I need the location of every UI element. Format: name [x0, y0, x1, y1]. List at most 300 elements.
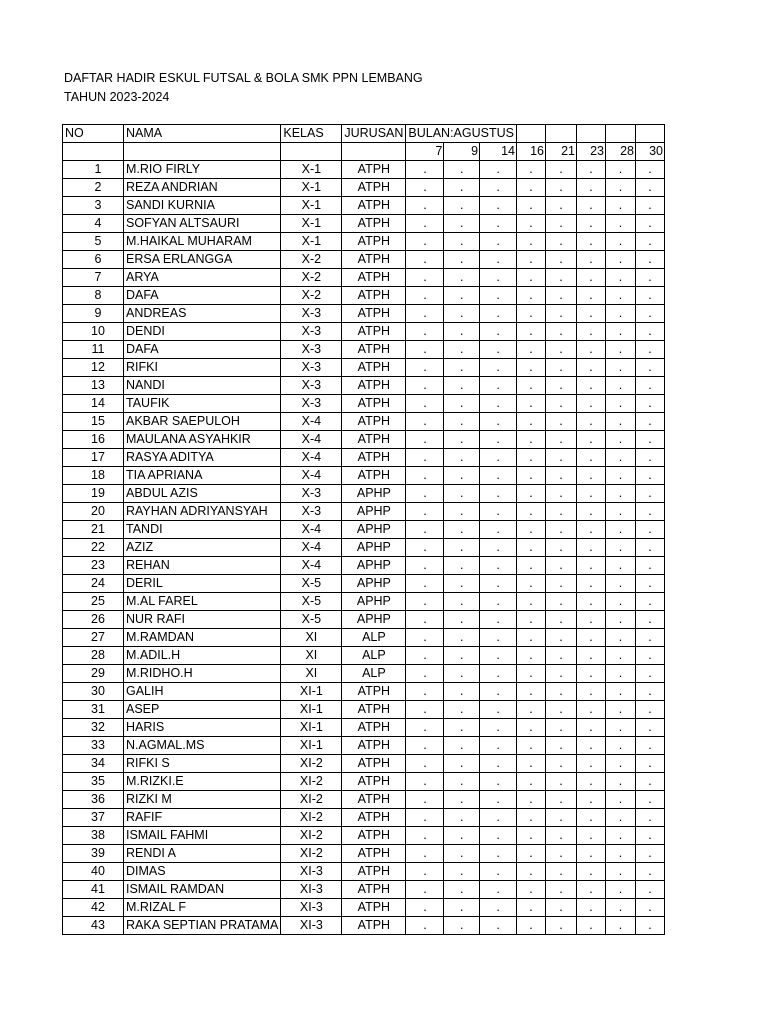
attendance-mark-cell[interactable]: . [406, 755, 444, 773]
attendance-mark-cell[interactable]: . [480, 485, 517, 503]
attendance-mark-cell[interactable]: . [606, 683, 636, 701]
attendance-mark-cell[interactable]: . [480, 899, 517, 917]
attendance-mark-cell[interactable]: . [606, 557, 636, 575]
attendance-mark-cell[interactable]: . [480, 809, 517, 827]
attendance-mark-cell[interactable]: . [606, 377, 636, 395]
attendance-mark-cell[interactable]: . [546, 521, 577, 539]
attendance-mark-cell[interactable]: . [546, 557, 577, 575]
attendance-mark-cell[interactable]: . [444, 305, 480, 323]
attendance-mark-cell[interactable]: . [444, 197, 480, 215]
attendance-mark-cell[interactable]: . [406, 683, 444, 701]
attendance-mark-cell[interactable]: . [606, 323, 636, 341]
attendance-mark-cell[interactable]: . [517, 611, 546, 629]
attendance-mark-cell[interactable]: . [480, 413, 517, 431]
attendance-mark-cell[interactable]: . [444, 827, 480, 845]
attendance-mark-cell[interactable]: . [636, 179, 665, 197]
attendance-mark-cell[interactable]: . [546, 323, 577, 341]
attendance-mark-cell[interactable]: . [517, 557, 546, 575]
attendance-mark-cell[interactable]: . [480, 269, 517, 287]
attendance-mark-cell[interactable]: . [546, 737, 577, 755]
attendance-mark-cell[interactable]: . [636, 359, 665, 377]
attendance-mark-cell[interactable]: . [480, 791, 517, 809]
attendance-mark-cell[interactable]: . [444, 863, 480, 881]
attendance-mark-cell[interactable]: . [606, 269, 636, 287]
attendance-mark-cell[interactable]: . [636, 845, 665, 863]
attendance-mark-cell[interactable]: . [517, 179, 546, 197]
attendance-mark-cell[interactable]: . [636, 215, 665, 233]
attendance-mark-cell[interactable]: . [444, 737, 480, 755]
attendance-mark-cell[interactable]: . [480, 323, 517, 341]
attendance-mark-cell[interactable]: . [577, 845, 606, 863]
attendance-mark-cell[interactable]: . [546, 503, 577, 521]
attendance-mark-cell[interactable]: . [406, 701, 444, 719]
attendance-mark-cell[interactable]: . [480, 449, 517, 467]
attendance-mark-cell[interactable]: . [636, 197, 665, 215]
attendance-mark-cell[interactable]: . [517, 467, 546, 485]
attendance-mark-cell[interactable]: . [636, 593, 665, 611]
attendance-mark-cell[interactable]: . [480, 179, 517, 197]
attendance-mark-cell[interactable]: . [480, 503, 517, 521]
attendance-mark-cell[interactable]: . [577, 575, 606, 593]
attendance-mark-cell[interactable]: . [480, 917, 517, 935]
attendance-mark-cell[interactable]: . [406, 395, 444, 413]
attendance-mark-cell[interactable]: . [406, 575, 444, 593]
attendance-mark-cell[interactable]: . [406, 485, 444, 503]
attendance-mark-cell[interactable]: . [577, 161, 606, 179]
attendance-mark-cell[interactable]: . [517, 521, 546, 539]
attendance-mark-cell[interactable]: . [606, 629, 636, 647]
attendance-mark-cell[interactable]: . [546, 449, 577, 467]
attendance-mark-cell[interactable]: . [480, 863, 517, 881]
attendance-mark-cell[interactable]: . [546, 827, 577, 845]
attendance-mark-cell[interactable]: . [480, 233, 517, 251]
attendance-mark-cell[interactable]: . [444, 719, 480, 737]
attendance-mark-cell[interactable]: . [606, 773, 636, 791]
attendance-mark-cell[interactable]: . [636, 647, 665, 665]
attendance-mark-cell[interactable]: . [577, 233, 606, 251]
attendance-mark-cell[interactable]: . [636, 863, 665, 881]
attendance-mark-cell[interactable]: . [636, 503, 665, 521]
attendance-mark-cell[interactable]: . [606, 341, 636, 359]
attendance-mark-cell[interactable]: . [406, 611, 444, 629]
attendance-mark-cell[interactable]: . [577, 827, 606, 845]
attendance-mark-cell[interactable]: . [517, 845, 546, 863]
attendance-mark-cell[interactable]: . [606, 827, 636, 845]
attendance-mark-cell[interactable]: . [517, 341, 546, 359]
attendance-mark-cell[interactable]: . [406, 449, 444, 467]
attendance-mark-cell[interactable]: . [517, 359, 546, 377]
attendance-mark-cell[interactable]: . [636, 575, 665, 593]
attendance-mark-cell[interactable]: . [577, 377, 606, 395]
attendance-mark-cell[interactable]: . [636, 251, 665, 269]
attendance-mark-cell[interactable]: . [546, 269, 577, 287]
attendance-mark-cell[interactable]: . [444, 431, 480, 449]
attendance-mark-cell[interactable]: . [577, 449, 606, 467]
attendance-mark-cell[interactable]: . [444, 269, 480, 287]
attendance-mark-cell[interactable]: . [577, 791, 606, 809]
attendance-mark-cell[interactable]: . [406, 197, 444, 215]
attendance-mark-cell[interactable]: . [444, 917, 480, 935]
attendance-mark-cell[interactable]: . [406, 467, 444, 485]
attendance-mark-cell[interactable]: . [517, 539, 546, 557]
attendance-mark-cell[interactable]: . [546, 809, 577, 827]
attendance-mark-cell[interactable]: . [517, 647, 546, 665]
attendance-mark-cell[interactable]: . [444, 539, 480, 557]
attendance-mark-cell[interactable]: . [517, 449, 546, 467]
attendance-mark-cell[interactable]: . [444, 377, 480, 395]
attendance-mark-cell[interactable]: . [444, 791, 480, 809]
attendance-mark-cell[interactable]: . [480, 197, 517, 215]
attendance-mark-cell[interactable]: . [636, 233, 665, 251]
attendance-mark-cell[interactable]: . [546, 179, 577, 197]
attendance-mark-cell[interactable]: . [606, 881, 636, 899]
attendance-mark-cell[interactable]: . [517, 161, 546, 179]
attendance-mark-cell[interactable]: . [636, 395, 665, 413]
attendance-mark-cell[interactable]: . [636, 341, 665, 359]
attendance-mark-cell[interactable]: . [517, 395, 546, 413]
attendance-mark-cell[interactable]: . [517, 701, 546, 719]
attendance-mark-cell[interactable]: . [406, 503, 444, 521]
attendance-mark-cell[interactable]: . [606, 179, 636, 197]
attendance-mark-cell[interactable]: . [444, 845, 480, 863]
attendance-mark-cell[interactable]: . [517, 773, 546, 791]
attendance-mark-cell[interactable]: . [546, 377, 577, 395]
attendance-mark-cell[interactable]: . [577, 809, 606, 827]
attendance-mark-cell[interactable]: . [606, 575, 636, 593]
attendance-mark-cell[interactable]: . [636, 701, 665, 719]
attendance-mark-cell[interactable]: . [606, 521, 636, 539]
attendance-mark-cell[interactable]: . [444, 395, 480, 413]
attendance-mark-cell[interactable]: . [636, 611, 665, 629]
attendance-mark-cell[interactable]: . [636, 827, 665, 845]
attendance-mark-cell[interactable]: . [606, 161, 636, 179]
attendance-mark-cell[interactable]: . [577, 395, 606, 413]
attendance-mark-cell[interactable]: . [577, 269, 606, 287]
attendance-mark-cell[interactable]: . [406, 539, 444, 557]
attendance-mark-cell[interactable]: . [606, 719, 636, 737]
attendance-mark-cell[interactable]: . [444, 647, 480, 665]
attendance-mark-cell[interactable]: . [406, 791, 444, 809]
attendance-mark-cell[interactable]: . [577, 431, 606, 449]
attendance-mark-cell[interactable]: . [546, 305, 577, 323]
attendance-mark-cell[interactable]: . [480, 305, 517, 323]
attendance-mark-cell[interactable]: . [636, 737, 665, 755]
attendance-mark-cell[interactable]: . [444, 557, 480, 575]
attendance-mark-cell[interactable]: . [406, 251, 444, 269]
attendance-mark-cell[interactable]: . [406, 629, 444, 647]
attendance-mark-cell[interactable]: . [406, 269, 444, 287]
attendance-mark-cell[interactable]: . [406, 647, 444, 665]
attendance-mark-cell[interactable]: . [406, 917, 444, 935]
attendance-mark-cell[interactable]: . [577, 179, 606, 197]
attendance-mark-cell[interactable]: . [636, 485, 665, 503]
attendance-mark-cell[interactable]: . [406, 773, 444, 791]
attendance-mark-cell[interactable]: . [606, 899, 636, 917]
attendance-mark-cell[interactable]: . [546, 413, 577, 431]
attendance-mark-cell[interactable]: . [480, 827, 517, 845]
attendance-mark-cell[interactable]: . [517, 485, 546, 503]
attendance-mark-cell[interactable]: . [577, 503, 606, 521]
attendance-mark-cell[interactable]: . [546, 683, 577, 701]
attendance-mark-cell[interactable]: . [606, 359, 636, 377]
attendance-mark-cell[interactable]: . [636, 269, 665, 287]
attendance-mark-cell[interactable]: . [444, 233, 480, 251]
attendance-mark-cell[interactable]: . [406, 341, 444, 359]
attendance-mark-cell[interactable]: . [444, 341, 480, 359]
attendance-mark-cell[interactable]: . [480, 431, 517, 449]
attendance-mark-cell[interactable]: . [517, 197, 546, 215]
attendance-mark-cell[interactable]: . [546, 881, 577, 899]
attendance-mark-cell[interactable]: . [577, 287, 606, 305]
attendance-mark-cell[interactable]: . [546, 233, 577, 251]
attendance-mark-cell[interactable]: . [517, 683, 546, 701]
attendance-mark-cell[interactable]: . [546, 629, 577, 647]
attendance-mark-cell[interactable]: . [606, 413, 636, 431]
attendance-mark-cell[interactable]: . [546, 485, 577, 503]
attendance-mark-cell[interactable]: . [636, 413, 665, 431]
attendance-mark-cell[interactable]: . [480, 773, 517, 791]
attendance-mark-cell[interactable]: . [444, 503, 480, 521]
attendance-mark-cell[interactable]: . [546, 791, 577, 809]
attendance-mark-cell[interactable]: . [480, 611, 517, 629]
attendance-mark-cell[interactable]: . [517, 503, 546, 521]
attendance-mark-cell[interactable]: . [480, 629, 517, 647]
attendance-mark-cell[interactable]: . [406, 323, 444, 341]
attendance-mark-cell[interactable]: . [480, 287, 517, 305]
attendance-mark-cell[interactable]: . [636, 305, 665, 323]
attendance-mark-cell[interactable]: . [517, 431, 546, 449]
attendance-mark-cell[interactable]: . [606, 737, 636, 755]
attendance-mark-cell[interactable]: . [636, 719, 665, 737]
attendance-mark-cell[interactable]: . [606, 197, 636, 215]
attendance-mark-cell[interactable]: . [577, 251, 606, 269]
attendance-mark-cell[interactable]: . [480, 755, 517, 773]
attendance-mark-cell[interactable]: . [606, 665, 636, 683]
attendance-mark-cell[interactable]: . [636, 521, 665, 539]
attendance-mark-cell[interactable]: . [606, 449, 636, 467]
attendance-mark-cell[interactable]: . [406, 287, 444, 305]
attendance-mark-cell[interactable]: . [444, 773, 480, 791]
attendance-mark-cell[interactable]: . [517, 251, 546, 269]
attendance-mark-cell[interactable]: . [577, 917, 606, 935]
attendance-mark-cell[interactable]: . [577, 485, 606, 503]
attendance-mark-cell[interactable]: . [636, 683, 665, 701]
attendance-mark-cell[interactable]: . [606, 539, 636, 557]
attendance-mark-cell[interactable]: . [577, 593, 606, 611]
attendance-mark-cell[interactable]: . [577, 611, 606, 629]
attendance-mark-cell[interactable]: . [444, 701, 480, 719]
attendance-mark-cell[interactable]: . [406, 161, 444, 179]
attendance-mark-cell[interactable]: . [577, 881, 606, 899]
attendance-mark-cell[interactable]: . [517, 287, 546, 305]
attendance-mark-cell[interactable]: . [444, 413, 480, 431]
attendance-mark-cell[interactable]: . [406, 179, 444, 197]
attendance-mark-cell[interactable]: . [480, 683, 517, 701]
attendance-mark-cell[interactable]: . [517, 629, 546, 647]
attendance-mark-cell[interactable]: . [546, 575, 577, 593]
attendance-mark-cell[interactable]: . [480, 341, 517, 359]
attendance-mark-cell[interactable]: . [546, 665, 577, 683]
attendance-mark-cell[interactable]: . [406, 557, 444, 575]
attendance-mark-cell[interactable]: . [444, 899, 480, 917]
attendance-mark-cell[interactable]: . [517, 791, 546, 809]
attendance-mark-cell[interactable]: . [606, 755, 636, 773]
attendance-mark-cell[interactable]: . [577, 629, 606, 647]
attendance-mark-cell[interactable]: . [406, 359, 444, 377]
attendance-mark-cell[interactable]: . [406, 215, 444, 233]
attendance-mark-cell[interactable]: . [444, 449, 480, 467]
attendance-mark-cell[interactable]: . [406, 899, 444, 917]
attendance-mark-cell[interactable]: . [577, 863, 606, 881]
attendance-mark-cell[interactable]: . [606, 593, 636, 611]
attendance-mark-cell[interactable]: . [444, 665, 480, 683]
attendance-mark-cell[interactable]: . [406, 719, 444, 737]
attendance-mark-cell[interactable]: . [577, 197, 606, 215]
attendance-mark-cell[interactable]: . [480, 521, 517, 539]
attendance-mark-cell[interactable]: . [406, 845, 444, 863]
attendance-mark-cell[interactable]: . [444, 521, 480, 539]
attendance-mark-cell[interactable]: . [406, 521, 444, 539]
attendance-mark-cell[interactable]: . [517, 593, 546, 611]
attendance-mark-cell[interactable]: . [480, 845, 517, 863]
attendance-mark-cell[interactable]: . [546, 431, 577, 449]
attendance-mark-cell[interactable]: . [517, 377, 546, 395]
attendance-mark-cell[interactable]: . [406, 827, 444, 845]
attendance-mark-cell[interactable]: . [517, 665, 546, 683]
attendance-mark-cell[interactable]: . [406, 377, 444, 395]
attendance-mark-cell[interactable]: . [517, 755, 546, 773]
attendance-mark-cell[interactable]: . [480, 665, 517, 683]
attendance-mark-cell[interactable]: . [406, 431, 444, 449]
attendance-mark-cell[interactable]: . [606, 809, 636, 827]
attendance-mark-cell[interactable]: . [444, 755, 480, 773]
attendance-mark-cell[interactable]: . [444, 629, 480, 647]
attendance-mark-cell[interactable]: . [546, 701, 577, 719]
attendance-mark-cell[interactable]: . [546, 197, 577, 215]
attendance-mark-cell[interactable]: . [577, 719, 606, 737]
attendance-mark-cell[interactable]: . [517, 809, 546, 827]
attendance-mark-cell[interactable]: . [444, 683, 480, 701]
attendance-mark-cell[interactable]: . [517, 305, 546, 323]
attendance-mark-cell[interactable]: . [517, 737, 546, 755]
attendance-mark-cell[interactable]: . [606, 863, 636, 881]
attendance-mark-cell[interactable]: . [480, 215, 517, 233]
attendance-mark-cell[interactable]: . [517, 827, 546, 845]
attendance-mark-cell[interactable]: . [444, 575, 480, 593]
attendance-mark-cell[interactable]: . [577, 701, 606, 719]
attendance-mark-cell[interactable]: . [546, 611, 577, 629]
attendance-mark-cell[interactable]: . [406, 305, 444, 323]
attendance-mark-cell[interactable]: . [606, 503, 636, 521]
attendance-mark-cell[interactable]: . [636, 809, 665, 827]
attendance-mark-cell[interactable]: . [636, 899, 665, 917]
attendance-mark-cell[interactable]: . [606, 485, 636, 503]
attendance-mark-cell[interactable]: . [444, 215, 480, 233]
attendance-mark-cell[interactable]: . [406, 881, 444, 899]
attendance-mark-cell[interactable]: . [606, 431, 636, 449]
attendance-mark-cell[interactable]: . [480, 251, 517, 269]
attendance-mark-cell[interactable]: . [546, 359, 577, 377]
attendance-mark-cell[interactable]: . [577, 773, 606, 791]
attendance-mark-cell[interactable]: . [406, 593, 444, 611]
attendance-mark-cell[interactable]: . [636, 287, 665, 305]
attendance-mark-cell[interactable]: . [636, 323, 665, 341]
attendance-mark-cell[interactable]: . [606, 917, 636, 935]
attendance-mark-cell[interactable]: . [546, 845, 577, 863]
attendance-mark-cell[interactable]: . [577, 341, 606, 359]
attendance-mark-cell[interactable]: . [636, 773, 665, 791]
attendance-mark-cell[interactable]: . [517, 413, 546, 431]
attendance-mark-cell[interactable]: . [480, 377, 517, 395]
attendance-mark-cell[interactable]: . [546, 539, 577, 557]
attendance-mark-cell[interactable]: . [480, 701, 517, 719]
attendance-mark-cell[interactable]: . [517, 719, 546, 737]
attendance-mark-cell[interactable]: . [517, 899, 546, 917]
attendance-mark-cell[interactable]: . [606, 233, 636, 251]
attendance-mark-cell[interactable]: . [636, 161, 665, 179]
attendance-mark-cell[interactable]: . [517, 917, 546, 935]
attendance-mark-cell[interactable]: . [480, 539, 517, 557]
attendance-mark-cell[interactable]: . [577, 359, 606, 377]
attendance-mark-cell[interactable]: . [546, 215, 577, 233]
attendance-mark-cell[interactable]: . [546, 251, 577, 269]
attendance-mark-cell[interactable]: . [444, 611, 480, 629]
attendance-mark-cell[interactable]: . [444, 593, 480, 611]
attendance-mark-cell[interactable]: . [480, 575, 517, 593]
attendance-mark-cell[interactable]: . [577, 215, 606, 233]
attendance-mark-cell[interactable]: . [517, 575, 546, 593]
attendance-mark-cell[interactable]: . [444, 251, 480, 269]
attendance-mark-cell[interactable]: . [480, 161, 517, 179]
attendance-mark-cell[interactable]: . [636, 791, 665, 809]
attendance-mark-cell[interactable]: . [480, 719, 517, 737]
attendance-mark-cell[interactable]: . [546, 161, 577, 179]
attendance-mark-cell[interactable]: . [546, 395, 577, 413]
attendance-mark-cell[interactable]: . [606, 647, 636, 665]
attendance-mark-cell[interactable]: . [577, 755, 606, 773]
attendance-mark-cell[interactable]: . [636, 539, 665, 557]
attendance-mark-cell[interactable]: . [517, 863, 546, 881]
attendance-mark-cell[interactable]: . [577, 899, 606, 917]
attendance-mark-cell[interactable]: . [636, 557, 665, 575]
attendance-mark-cell[interactable]: . [444, 359, 480, 377]
attendance-mark-cell[interactable]: . [577, 737, 606, 755]
attendance-mark-cell[interactable]: . [517, 269, 546, 287]
attendance-mark-cell[interactable]: . [517, 881, 546, 899]
attendance-mark-cell[interactable]: . [480, 881, 517, 899]
attendance-mark-cell[interactable]: . [480, 737, 517, 755]
attendance-mark-cell[interactable]: . [444, 179, 480, 197]
attendance-mark-cell[interactable]: . [480, 395, 517, 413]
attendance-mark-cell[interactable]: . [636, 881, 665, 899]
attendance-mark-cell[interactable]: . [444, 809, 480, 827]
attendance-mark-cell[interactable]: . [444, 323, 480, 341]
attendance-mark-cell[interactable]: . [444, 161, 480, 179]
attendance-mark-cell[interactable]: . [480, 647, 517, 665]
attendance-mark-cell[interactable]: . [406, 809, 444, 827]
attendance-mark-cell[interactable]: . [606, 251, 636, 269]
attendance-mark-cell[interactable]: . [444, 467, 480, 485]
attendance-mark-cell[interactable]: . [546, 593, 577, 611]
attendance-mark-cell[interactable]: . [606, 215, 636, 233]
attendance-mark-cell[interactable]: . [546, 341, 577, 359]
attendance-mark-cell[interactable]: . [577, 305, 606, 323]
attendance-mark-cell[interactable]: . [480, 557, 517, 575]
attendance-mark-cell[interactable]: . [577, 521, 606, 539]
attendance-mark-cell[interactable]: . [406, 863, 444, 881]
attendance-mark-cell[interactable]: . [546, 287, 577, 305]
attendance-mark-cell[interactable]: . [517, 323, 546, 341]
